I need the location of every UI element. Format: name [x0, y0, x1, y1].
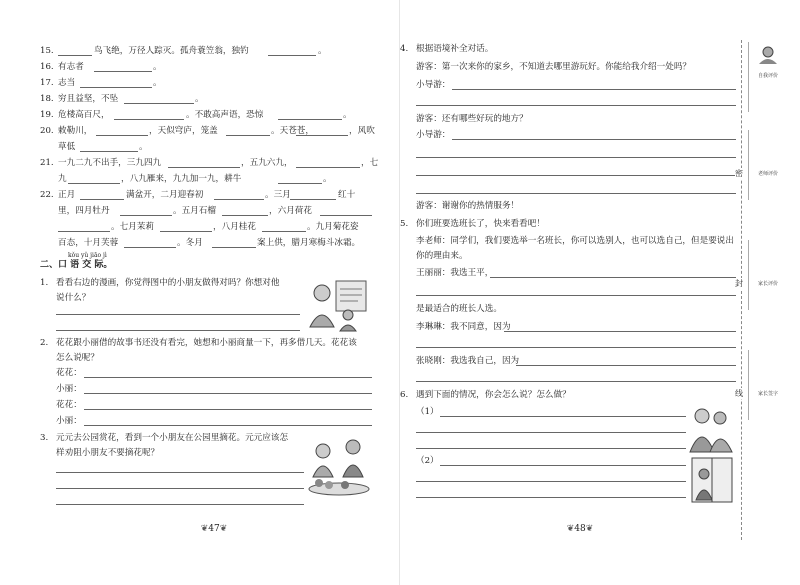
- q4-answer-line-5[interactable]: [416, 175, 736, 176]
- q17-number: 17.: [40, 78, 54, 88]
- q5-number: 5.: [400, 219, 409, 229]
- s2-line-1: 花花跟小丽借的故事书还没有看完，她想和小丽商量一下，再多借几天。花花该: [56, 338, 357, 348]
- s3-line-2: 样劝阻小朋友不要摘花呢？: [56, 448, 160, 458]
- sidebar-evaluation-box-1: [748, 42, 787, 112]
- q5-wang: 王丽丽：我选王平，: [416, 268, 494, 278]
- page-number-47: [194, 524, 234, 534]
- page-number-text: 48: [574, 524, 586, 534]
- q18-number: 18.: [40, 94, 54, 104]
- q22-blank-10[interactable]: [124, 247, 176, 248]
- q5-teacher-line-1: 李老师：同学们，我们要选举一名班长，你可以选别人，也可以选自己，但是要说出: [416, 236, 734, 246]
- q21-text-4: ，八九雁来，九九加一九，耕牛: [121, 174, 242, 184]
- q15-number: 15.: [40, 46, 54, 56]
- q4-number: 4.: [400, 44, 409, 54]
- q16-text: 有志者: [58, 62, 84, 72]
- q19-text: 危楼高百尺，: [58, 110, 110, 120]
- s2-line-2: 怎么说呢？: [56, 353, 99, 363]
- sidebar-label-parent: 家长评价: [757, 281, 778, 287]
- s3-line-1: 元元去公园赏花，看到一个小朋友在公园里摘花。元元应该怎: [56, 433, 289, 443]
- s3-answer-line-2[interactable]: [56, 488, 304, 489]
- q20-text-2: ，天似穹庐，笼盖: [149, 126, 218, 136]
- q21-blank-2[interactable]: [296, 167, 360, 168]
- q22-number: 22.: [40, 190, 54, 200]
- q19-blank-2[interactable]: [278, 119, 342, 120]
- page-ornament-left: ❦: [200, 524, 209, 534]
- q16-blank[interactable]: [94, 71, 152, 72]
- q15-end: 。: [318, 46, 327, 56]
- q22-blank-8[interactable]: [160, 231, 212, 232]
- q4-guide-1: 小导游：: [416, 80, 451, 90]
- sidebar-evaluation-box-4: [748, 350, 787, 420]
- q5-zhang-blank-2[interactable]: [416, 381, 736, 382]
- q4-tourist-1: 游客：第一次来你的家乡，不知道去哪里游玩好。你能给我介绍一处吗？: [416, 62, 692, 72]
- q20-blank-3[interactable]: [296, 135, 348, 136]
- q22-text-2: 满盆开，二月迎春初: [126, 190, 204, 200]
- teacher-figure-icon: [757, 46, 779, 64]
- q22-text-4: 红十: [338, 190, 356, 200]
- sidebar-label-self: 自我评价: [757, 73, 778, 79]
- q6-answer-line-2[interactable]: [416, 432, 686, 433]
- q4-answer-line-1[interactable]: [452, 89, 736, 90]
- s1-number: 1.: [40, 278, 49, 288]
- q22-line3-c: ，八月桂花: [213, 222, 256, 232]
- s3-answer-line-1[interactable]: [56, 472, 304, 473]
- q5-zhang: 张晓刚：我选我自己，因为: [416, 356, 520, 366]
- q22-blank-7[interactable]: [58, 231, 110, 232]
- s1-line-2: 说什么？: [56, 293, 91, 303]
- q20-text-4: ，风吹: [349, 126, 375, 136]
- sidebar-label-signature: 家长签字: [757, 391, 778, 397]
- s1-answer-line-2[interactable]: [56, 330, 300, 331]
- q5-li: 李琳琳：我不同意，因为: [416, 322, 511, 332]
- q6-answer-line-1[interactable]: [440, 416, 686, 417]
- q19-text-2: 。不敢高声语，恐惊: [186, 110, 264, 120]
- q21-blank-3[interactable]: [68, 183, 120, 184]
- q22-line4-a: 百态，十月芙蓉: [58, 238, 119, 248]
- binding-char-feng: 封: [735, 279, 743, 288]
- q18-end: 。: [195, 94, 204, 104]
- s2-speaker-2: 小丽：: [56, 384, 82, 394]
- flower-picking-illustration: [305, 433, 373, 497]
- s1-line-1: 看看右边的漫画，你觉得图中的小朋友做得对吗？你想对他: [56, 278, 280, 288]
- q22-blank-11[interactable]: [212, 247, 256, 248]
- q4-answer-line-6[interactable]: [416, 193, 736, 194]
- comic-illustration-1: [300, 275, 372, 333]
- q22-blank-3[interactable]: [290, 199, 336, 200]
- q5-wang-blank-1[interactable]: [490, 277, 736, 278]
- page-number-text: 47: [208, 524, 220, 534]
- q22-text-3: 。三月: [265, 190, 291, 200]
- s2-number: 2.: [40, 338, 49, 348]
- q5-wang-blank-2[interactable]: [416, 295, 736, 296]
- q21-line-2a: 九: [58, 174, 67, 184]
- sidebar-label-teacher: 老师评价: [757, 171, 778, 177]
- q22-blank-2[interactable]: [214, 199, 264, 200]
- q20-number: 20.: [40, 126, 54, 136]
- q22-line2-b: 。五月石榴: [173, 206, 216, 216]
- page-ornament-right: ❦: [585, 524, 594, 534]
- s3-answer-line-3[interactable]: [56, 504, 304, 505]
- binding-dashed-line: [741, 40, 743, 540]
- q22-blank-9[interactable]: [262, 231, 306, 232]
- sidebar-evaluation-box-2: [748, 130, 787, 200]
- q16-end: 。: [153, 62, 162, 72]
- q21-number: 21.: [40, 158, 54, 168]
- q20-end: 。: [139, 142, 148, 152]
- q20-line-2: 草低: [58, 142, 76, 152]
- q22-blank-4[interactable]: [120, 215, 172, 216]
- q5-li-blank-2[interactable]: [416, 347, 736, 348]
- q18-blank[interactable]: [124, 103, 194, 104]
- section-pinyin: kǒu yǔ jiāo jì: [68, 252, 107, 259]
- q15-blank-2[interactable]: [268, 55, 316, 56]
- q6-item-2: （2）: [416, 456, 439, 466]
- q22-line2-c: ，六月荷花: [269, 206, 312, 216]
- window-person-illustration: [690, 456, 734, 504]
- s2-speaker-3: 花花：: [56, 400, 82, 410]
- q19-blank-1[interactable]: [114, 119, 184, 120]
- q4-tourist-2: 游客：还有哪些好玩的地方？: [416, 114, 528, 124]
- page-number-48: [560, 524, 600, 534]
- q15-text: 鸟飞绝，万径人踪灭。孤舟蓑笠翁，独钓: [94, 46, 249, 56]
- q20-blank-4[interactable]: [80, 151, 138, 152]
- q22-blank-6[interactable]: [320, 215, 372, 216]
- q20-blank-1[interactable]: [96, 135, 148, 136]
- q22-line4-b: 。冬月: [177, 238, 203, 248]
- q21-text-2: ，五九六九，: [241, 158, 293, 168]
- q6-answer-line-6[interactable]: [416, 497, 686, 498]
- elderly-people-illustration: [688, 406, 734, 454]
- q20-text-3: 。天苍苍，: [271, 126, 314, 136]
- q4-tourist-3: 游客：谢谢你的热情服务！: [416, 201, 520, 211]
- q5-zhang-blank-1[interactable]: [516, 365, 736, 366]
- q4-answer-line-4[interactable]: [416, 157, 736, 158]
- q22-line3-d: 。九月菊花姿: [307, 222, 359, 232]
- s2-speaker-4: 小丽：: [56, 416, 82, 426]
- q22-line3-b: 。七月茉莉: [111, 222, 154, 232]
- q5-title: 你们班要选班长了，快来看看吧！: [416, 219, 545, 229]
- q21-blank-4[interactable]: [278, 183, 322, 184]
- q21-text-3: ，七: [361, 158, 379, 168]
- q4-title: 根据语境补全对话。: [416, 44, 494, 54]
- q5-teacher-line-2: 你的理由来。: [416, 251, 468, 261]
- page-ornament-right: ❦: [219, 524, 228, 534]
- right-page: [400, 0, 800, 585]
- q22-blank-1[interactable]: [80, 199, 124, 200]
- q19-number: 19.: [40, 110, 54, 120]
- q6-item-1: （1）: [416, 407, 439, 417]
- q4-answer-line-2[interactable]: [416, 105, 736, 106]
- q4-answer-line-3[interactable]: [452, 139, 736, 140]
- s2-speaker-1: 花花：: [56, 368, 82, 378]
- s3-number: 3.: [40, 433, 49, 443]
- q21-text: 一九二九不出手，三九四九: [58, 158, 162, 168]
- q16-number: 16.: [40, 62, 54, 72]
- q5-wang-end: 是最适合的班长人选。: [416, 304, 502, 314]
- q21-blank-1[interactable]: [168, 167, 240, 168]
- q6-answer-line-4[interactable]: [440, 465, 686, 466]
- q22-line4-c: 案上供，腊月寒梅斗冰霜。: [257, 238, 361, 248]
- q4-guide-2: 小导游：: [416, 130, 451, 140]
- q6-title: 遇到下面的情况，你会怎么说？怎么做？: [416, 390, 571, 400]
- q22-blank-5[interactable]: [222, 215, 268, 216]
- section-title: 二、口 语 交 际。: [40, 260, 113, 270]
- q20-text: 敕勒川，: [58, 126, 93, 136]
- s2-answer-line-3[interactable]: [84, 409, 372, 410]
- q20-blank-2[interactable]: [226, 135, 270, 136]
- s2-answer-line-1[interactable]: [84, 377, 372, 378]
- sidebar-evaluation-box-3: [748, 240, 787, 310]
- binding-char-xian: 线: [735, 389, 743, 398]
- q6-number: 6.: [400, 390, 409, 400]
- q5-li-blank-1[interactable]: [504, 331, 736, 332]
- s2-answer-line-2[interactable]: [84, 393, 372, 394]
- page-ornament-left: ❦: [566, 524, 575, 534]
- binding-char-mi: 密: [735, 169, 743, 178]
- q17-end: 。: [153, 78, 162, 88]
- q17-blank[interactable]: [80, 87, 152, 88]
- s1-answer-line-1[interactable]: [56, 314, 300, 315]
- q6-answer-line-5[interactable]: [416, 481, 686, 482]
- q6-answer-line-3[interactable]: [416, 448, 686, 449]
- q21-end: 。: [323, 174, 332, 184]
- q15-blank-1[interactable]: [58, 55, 92, 56]
- q22-text: 正月: [58, 190, 76, 200]
- q22-line2-a: 里，四月牡丹: [58, 206, 110, 216]
- q17-text: 志当: [58, 78, 76, 88]
- q18-text: 穷且益坚，不坠: [58, 94, 119, 104]
- s2-answer-line-4[interactable]: [84, 425, 372, 426]
- q19-end: 。: [343, 110, 352, 120]
